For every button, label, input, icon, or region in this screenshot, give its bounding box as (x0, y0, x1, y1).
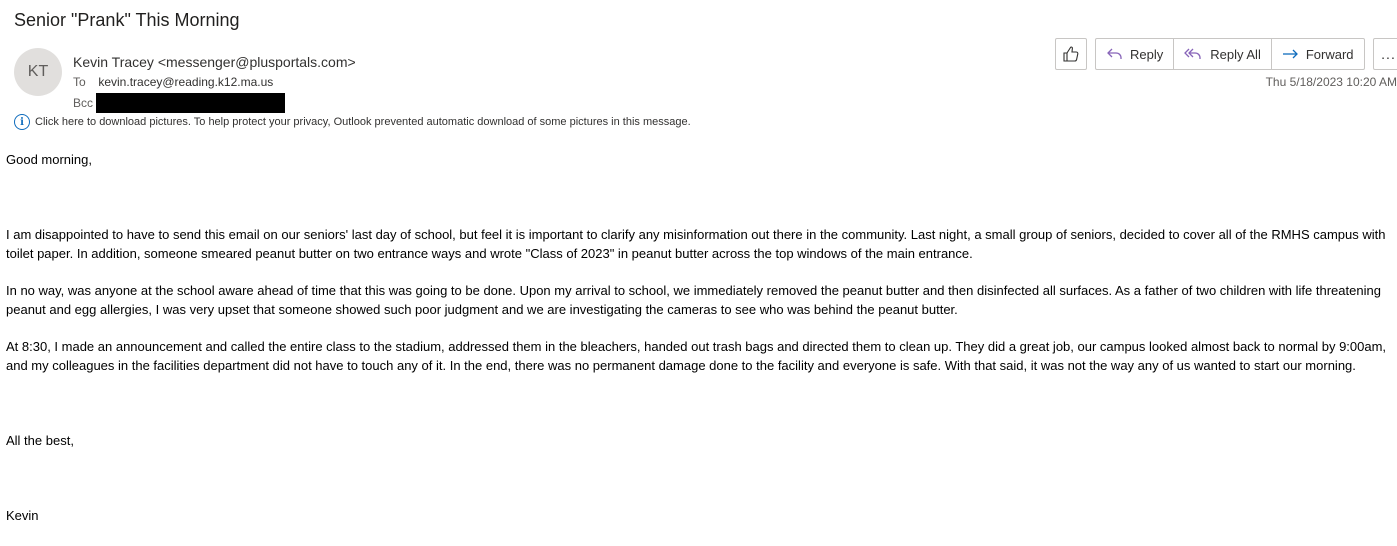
info-message[interactable]: Click here to download pictures. To help protect your privacy, Outlook prevented automatic download of some pictures in this message. (35, 116, 691, 128)
sender-name[interactable]: Kevin Tracey <messenger@plusportals.com> (73, 54, 356, 70)
sent-date: Thu 5/18/2023 10:20 AM (1265, 75, 1397, 89)
reply-button[interactable] (1096, 39, 1173, 69)
bcc-row (73, 93, 285, 113)
more-actions-button[interactable] (1373, 38, 1397, 70)
email-subject: Senior "Prank" This Morning (14, 10, 240, 30)
message-actions (1055, 38, 1397, 70)
forward-button[interactable] (1271, 39, 1364, 69)
body-paragraph-3: At 8:30, I made an announcement and called the entire class to the stadium, addressed them in the bleachers, handed out trash bags and directed them to clean up. They did a great job, our campus looked almost back to normal by 9:00am, and my colleagues in the facilities department did not have to touch any of it. In the end, there was no permanent damage done to the facility and everyone is safe. With that said, it was not the way any of us wanted to start our morning. (6, 339, 1387, 373)
more-icon: ... (1381, 46, 1396, 62)
greeting: Good morning, (6, 152, 92, 167)
reply-all-icon (1184, 46, 1204, 62)
forward-icon (1282, 46, 1300, 62)
info-icon: i (14, 114, 30, 130)
reply-button-group (1095, 38, 1365, 70)
email-body (6, 150, 1394, 525)
signature: Kevin (6, 508, 39, 523)
like-button[interactable] (1055, 38, 1087, 70)
picture-download-notice[interactable] (14, 114, 691, 130)
bcc-redaction (96, 93, 285, 113)
reply-label: Reply (1130, 46, 1164, 62)
reply-all-button[interactable] (1173, 39, 1271, 69)
closing: All the best, (6, 433, 74, 448)
body-paragraph-2: In no way, was anyone at the school aware ahead of time that this was going to be done. Upon my arrival to school, we immediately removed the peanut butter and then disinfected all surfaces. As a father of two children with life threatening peanut and egg allergies, I was very upset that someone showed such poor judgment and we are investigating the cameras to see who was behind the peanut butter. (6, 283, 1381, 317)
to-label: To (73, 75, 86, 89)
bcc-label: Bcc (73, 96, 94, 110)
reply-all-label: Reply All (1210, 46, 1261, 62)
thumbs-up-icon (1062, 45, 1080, 63)
reply-icon (1106, 46, 1124, 62)
to-address[interactable]: kevin.tracey@reading.k12.ma.us (98, 75, 274, 89)
body-paragraph-1: I am disappointed to have to send this email on our seniors' last day of school, but feel it is important to clarify any misinformation out there in the community. Last night, a small group of seniors, decided to cover all of the RMHS campus with toilet paper. In addition, someone smeared peanut butter on two entrance ways and wrote "Class of 2023" in peanut butter across the top windows of the main entrance. (6, 227, 1386, 261)
sender-avatar[interactable]: KT (14, 48, 62, 96)
to-row (73, 75, 273, 89)
forward-label: Forward (1305, 46, 1354, 62)
